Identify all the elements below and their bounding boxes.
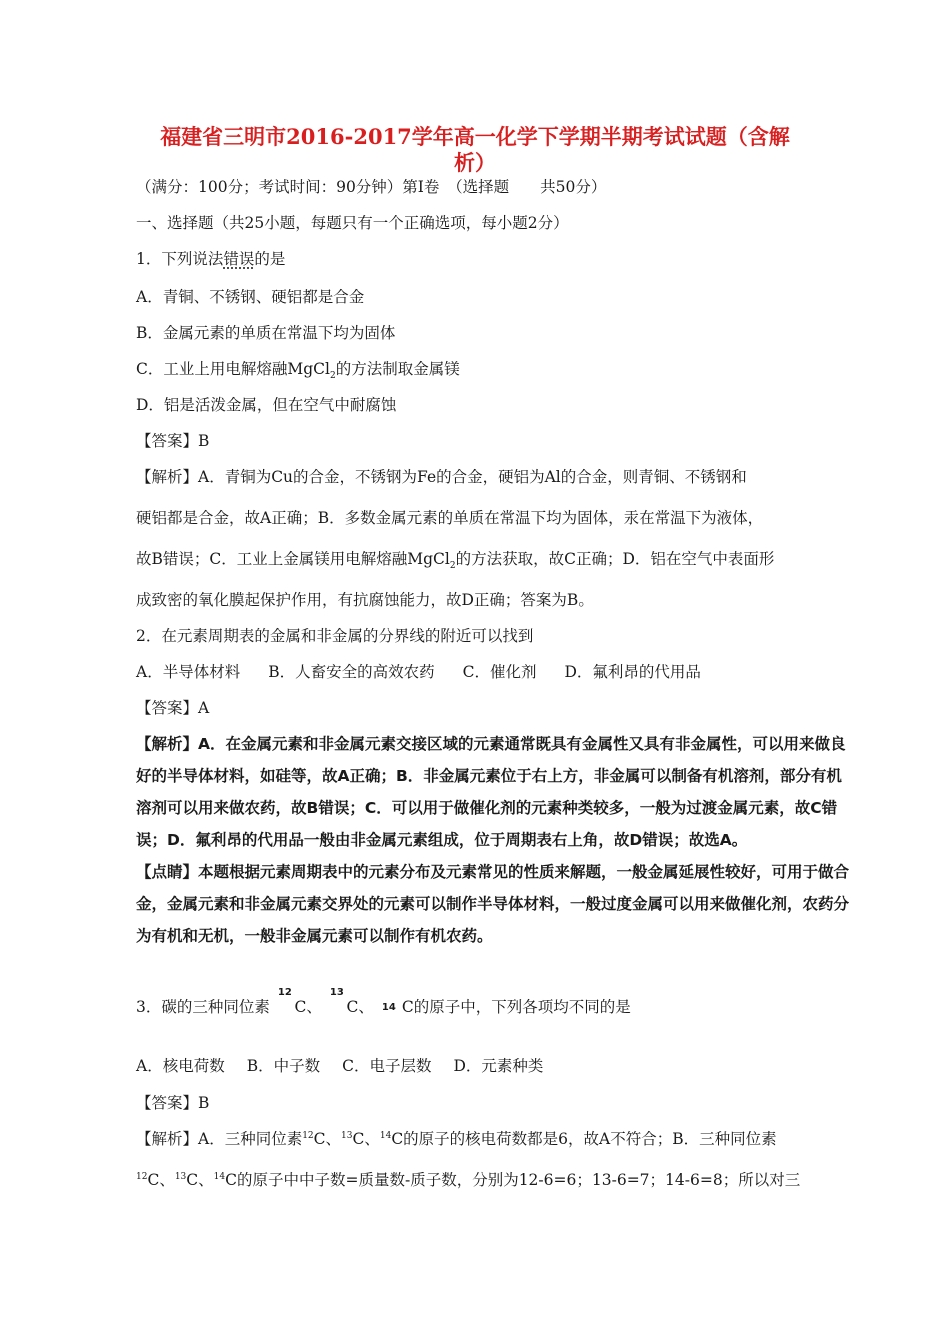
document-title-line-1: 福建省三明市2016-2017学年高一化学下学期半期考试试题（含解 bbox=[160, 124, 790, 149]
isotope-c12 bbox=[270, 987, 322, 1017]
q1-analysis-line-2: 硬铝都是合金，故A正确；B．多数金属元素的单质在常温下均为固体，汞在常温下为液体， bbox=[136, 509, 764, 527]
q3-analysis-1-suffix: C的原子的核电荷数都是6，故A不符合；B．三种同位素 bbox=[391, 1130, 777, 1148]
q3-analysis-line-1 bbox=[136, 1129, 777, 1149]
isotope-c12-symbol: C、 bbox=[294, 998, 322, 1016]
q1-option-c-suffix: 的方法制取金属镁 bbox=[335, 360, 460, 378]
q2-option-c: C．催化剂 bbox=[462, 663, 537, 681]
q1-option-c-subscript: 2 bbox=[329, 371, 336, 382]
q2-tip-line-2: 金，金属元素和非金属元素交界处的元素可以制作半导体材料，一般过度金属可以用来做催化剂，农药分 bbox=[136, 895, 850, 913]
q2-analysis-line-4: 误；D．氟利昂的代用品一般由非金属元素组成，位于周期表右上角，故D错误；故选A。 bbox=[136, 831, 748, 849]
isotope-c12-mass: 12 bbox=[277, 987, 292, 998]
symbol-c: C、 bbox=[313, 1130, 342, 1148]
q2-analysis-line-3: 溶剂可以用来做农药，故B错误；C．可以用于做催化剂的元素种类较多，一般为过渡金属元素，故C错 bbox=[136, 799, 838, 817]
q3-stem bbox=[136, 987, 631, 1017]
q3-answer: 【答案】B bbox=[136, 1094, 210, 1112]
q1-option-c bbox=[136, 359, 460, 382]
q2-option-a: A．半导体材料 bbox=[136, 663, 241, 681]
superscript-14: 14 bbox=[213, 1171, 226, 1182]
q3-analysis-line-2 bbox=[136, 1170, 800, 1190]
q3-option-b: B．中子数 bbox=[246, 1057, 321, 1075]
superscript-14: 14 bbox=[379, 1130, 392, 1141]
section-heading: 一、选择题（共25小题，每题只有一个正确选项，每小题2分） bbox=[136, 214, 569, 232]
q1-analysis-line-1: 【解析】A．青铜为Cu的合金，不锈钢为Fe的合金，硬铝为Al的合金，则青铜、不锈钢和 bbox=[136, 468, 747, 486]
q3-stem-prefix: 3．碳的三种同位素 bbox=[136, 998, 270, 1016]
q2-analysis-line-2: 好的半导体材料，如硅等，故A正确；B．非金属元素位于右上方，非金属可以制备有机溶剂，部分有机 bbox=[136, 767, 842, 785]
q3-options bbox=[136, 1056, 543, 1076]
q1-analysis-3-subscript: 2 bbox=[449, 561, 456, 572]
q1-option-c-text: C．工业上用电解熔融MgCl bbox=[136, 360, 330, 378]
superscript-12: 12 bbox=[136, 1171, 148, 1182]
superscript-13: 13 bbox=[341, 1130, 353, 1141]
q1-stem-emphasis: 错误 bbox=[223, 250, 255, 268]
q3-option-c: C．电子层数 bbox=[342, 1057, 432, 1075]
q2-tip-line-1: 【点睛】本题根据元素周期表中的元素分布及元素常见的性质来解题，一般金属延展性较好，可用于做合 bbox=[136, 863, 850, 881]
exam-info: （满分：100分；考试时间：90分钟）第Ⅰ卷 （选择题 共50分） bbox=[136, 178, 607, 196]
q1-stem-prefix: 1．下列说法 bbox=[136, 250, 224, 268]
q1-option-b: B．金属元素的单质在常温下均为固体 bbox=[136, 324, 396, 342]
q3-option-d: D．元素种类 bbox=[453, 1057, 544, 1075]
q2-answer: 【答案】A bbox=[136, 699, 210, 717]
symbol-c: C、 bbox=[352, 1130, 380, 1148]
symbol-c: C、 bbox=[147, 1171, 175, 1189]
q2-option-d: D．氟利昂的代用品 bbox=[564, 663, 701, 681]
q1-option-a: A．青铜、不锈钢、硬铝都是合金 bbox=[136, 288, 365, 306]
superscript-13: 13 bbox=[174, 1171, 187, 1182]
document-title-line-2: 析） bbox=[454, 150, 496, 175]
symbol-c: C、 bbox=[186, 1171, 214, 1189]
q2-tip-line-3: 为有机和无机，一般非金属元素可以制作有机农药。 bbox=[136, 927, 493, 945]
isotope-c14-mass: 14 bbox=[381, 1002, 396, 1013]
q3-stem-suffix: C的原子中，下列各项均不同的是 bbox=[401, 998, 631, 1016]
q1-answer: 【答案】B bbox=[136, 432, 210, 450]
q1-option-d: D．铝是活泼金属，但在空气中耐腐蚀 bbox=[136, 396, 397, 414]
q3-analysis-2-suffix: C的原子中中子数=质量数-质子数，分别为12-6=6；13-6=7；14-6=8；所以对三 bbox=[225, 1171, 801, 1189]
q2-option-b: B．人畜安全的高效农药 bbox=[268, 663, 435, 681]
q1-analysis-line-3 bbox=[136, 549, 775, 572]
q2-options bbox=[136, 662, 701, 682]
q2-stem: 2．在元素周期表的金属和非金属的分界线的附近可以找到 bbox=[136, 627, 534, 645]
q1-stem bbox=[136, 249, 285, 269]
q1-analysis-line-4: 成致密的氧化膜起保护作用，有抗腐蚀能力，故D正确；答案为B。 bbox=[136, 591, 594, 609]
q2-analysis-line-1: 【解析】A．在金属元素和非金属元素交接区域的元素通常既具有金属性又具有非金属性，可以用来做良 bbox=[136, 735, 846, 753]
q3-option-a: A．核电荷数 bbox=[136, 1057, 225, 1075]
superscript-12: 12 bbox=[302, 1130, 314, 1141]
isotope-c13-symbol: C、 bbox=[346, 998, 374, 1016]
isotope-c13 bbox=[322, 987, 374, 1017]
q3-analysis-1-prefix: 【解析】A．三种同位素 bbox=[136, 1130, 303, 1148]
q1-analysis-3-suffix: 的方法获取，故C正确；D．铝在空气中表面形 bbox=[455, 550, 775, 568]
q1-analysis-3-text: 故B错误；C．工业上金属镁用电解熔融MgCl bbox=[136, 550, 450, 568]
isotope-c13-mass: 13 bbox=[329, 987, 344, 998]
q1-stem-suffix: 的是 bbox=[254, 250, 286, 268]
